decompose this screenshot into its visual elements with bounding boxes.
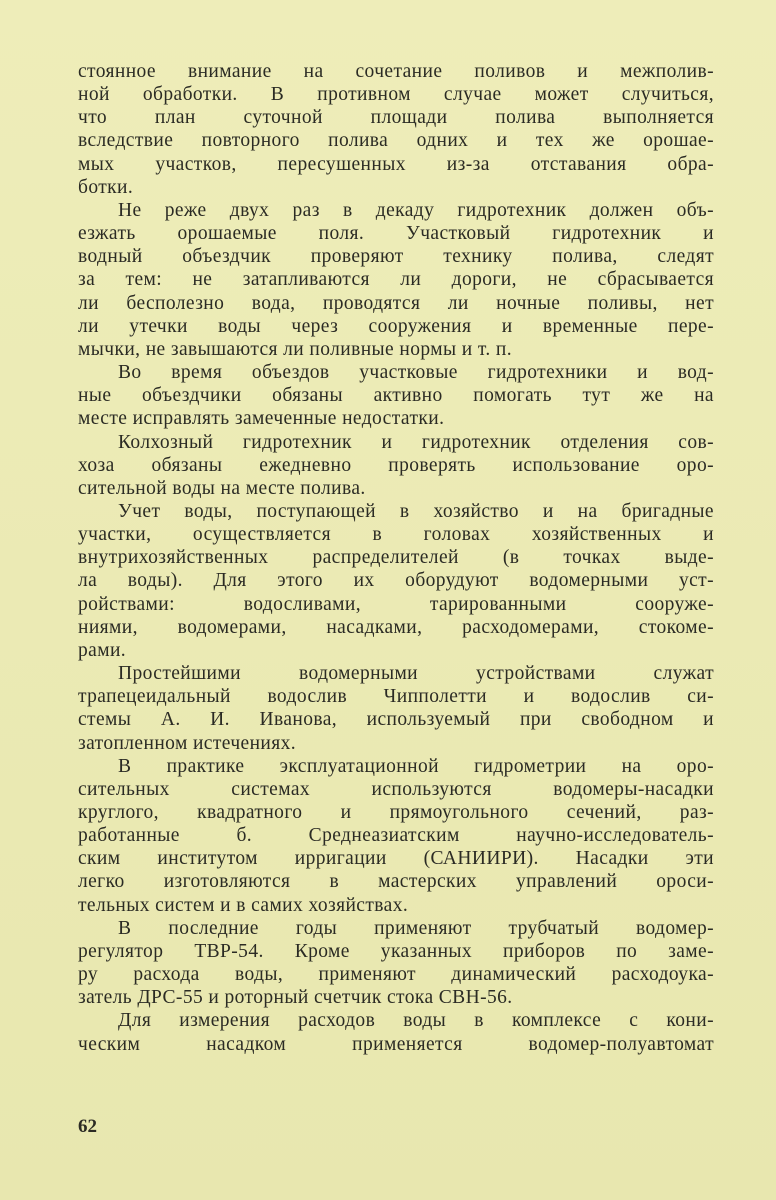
text-line: ру расхода воды, применяют динамический расходоука- (78, 964, 714, 986)
text-line: ла воды). Для этого их оборудуют водомерными уст- (78, 570, 714, 592)
paragraph (78, 431, 714, 500)
text-line: Во время объездов участковые гидротехники и вод- (118, 362, 714, 384)
paragraph (78, 755, 714, 917)
body-text (78, 60, 714, 1056)
text-line: мых участков, пересушенных из-за отставания обра- (78, 153, 714, 175)
text-line: затопленном истечениях. (78, 732, 297, 754)
text-line: ли бесполезно вода, проводятся ли ночные поливы, нет (78, 292, 714, 314)
paragraph (78, 500, 714, 662)
text-line: участки, осуществляется в головах хозяйственных и (78, 524, 714, 546)
text-line: езжать орошаемые поля. Участковый гидротехник и (78, 223, 714, 245)
text-line: рами. (78, 639, 127, 661)
text-line: сительной воды на месте полива. (78, 477, 366, 499)
text-line: работанные б. Среднеазиатским научно-исследователь- (78, 825, 714, 847)
text-line: вследствие повторного полива одних и тех же орошае- (78, 130, 714, 152)
text-line: тельных систем и в самих хозяйствах. (78, 894, 409, 916)
page-number: 62 (78, 1116, 97, 1137)
text-line: хоза обязаны ежедневно проверять использование оро- (78, 454, 714, 476)
text-line: ческим насадком применяется водомер-полуавтомат (78, 1033, 714, 1055)
text-line: месте исправлять замеченные недостатки. (78, 408, 445, 430)
text-line: Простейшими водомерными устройствами служат (118, 663, 714, 685)
text-line: сительных системах используются водомеры-насадки (78, 778, 714, 800)
text-line: водный объездчик проверяют технику полива, следят (78, 246, 714, 268)
text-line: ные объездчики обязаны активно помогать тут же на (78, 385, 714, 407)
text-line: трапецеидальный водослив Чипполетти и водослив си- (78, 686, 714, 708)
text-line: круглого, квадратного и прямоугольного сечений, раз- (78, 802, 714, 823)
text-line: ниями, водомерами, насадками, расходомерами, стокоме- (78, 616, 714, 638)
paragraph (78, 1009, 714, 1055)
text-line: ной обработки. В противном случае может случиться, (78, 84, 714, 106)
text-line: Не реже двух раз в декаду гидротехник должен объ- (118, 199, 714, 221)
text-line: ским институтом ирригации (САНИИРИ). Насадки эти (78, 848, 714, 870)
text-line: ботки. (78, 176, 134, 198)
text-line: В последние годы применяют трубчатый водомер- (118, 917, 714, 939)
text-line: стемы А. И. Иванова, используемый при свободном и (78, 709, 714, 731)
text-line: что план суточной площади полива выполняется (78, 107, 714, 129)
paragraph (78, 662, 714, 755)
text-line: стоянное внимание на сочетание поливов и межполив- (78, 61, 714, 82)
text-line: В практике эксплуатационной гидрометрии на оро- (118, 755, 714, 777)
text-line: внутрихозяйственных распределителей (в точках выде- (78, 547, 714, 569)
text-line: мычки, не завышаются ли поливные нормы и т. п. (78, 338, 512, 360)
paragraph (78, 199, 714, 361)
text-line: ли утечки воды через сооружения и временные пере- (78, 315, 714, 337)
text-line: легко изготовляются в мастерских управлений ороси- (78, 871, 714, 893)
paragraph (78, 917, 714, 1010)
paragraph (78, 60, 714, 199)
text-line: Учет воды, поступающей в хозяйство и на бригадные (118, 500, 714, 522)
text-line: Колхозный гидротехник и гидротехник отделения сов- (118, 431, 714, 453)
paragraph (78, 361, 714, 430)
text-line: ройствами: водосливами, тарированными сооруже- (78, 593, 714, 615)
text-line: регулятор ТВР-54. Кроме указанных приборов по заме- (78, 940, 714, 962)
text-line: за тем: не затапливаются ли дороги, не сбрасывается (78, 269, 714, 291)
text-line: затель ДРС-55 и роторный счетчик стока СВН-56. (78, 987, 513, 1009)
text-line: Для измерения расходов воды в комплексе с кони- (118, 1010, 714, 1032)
